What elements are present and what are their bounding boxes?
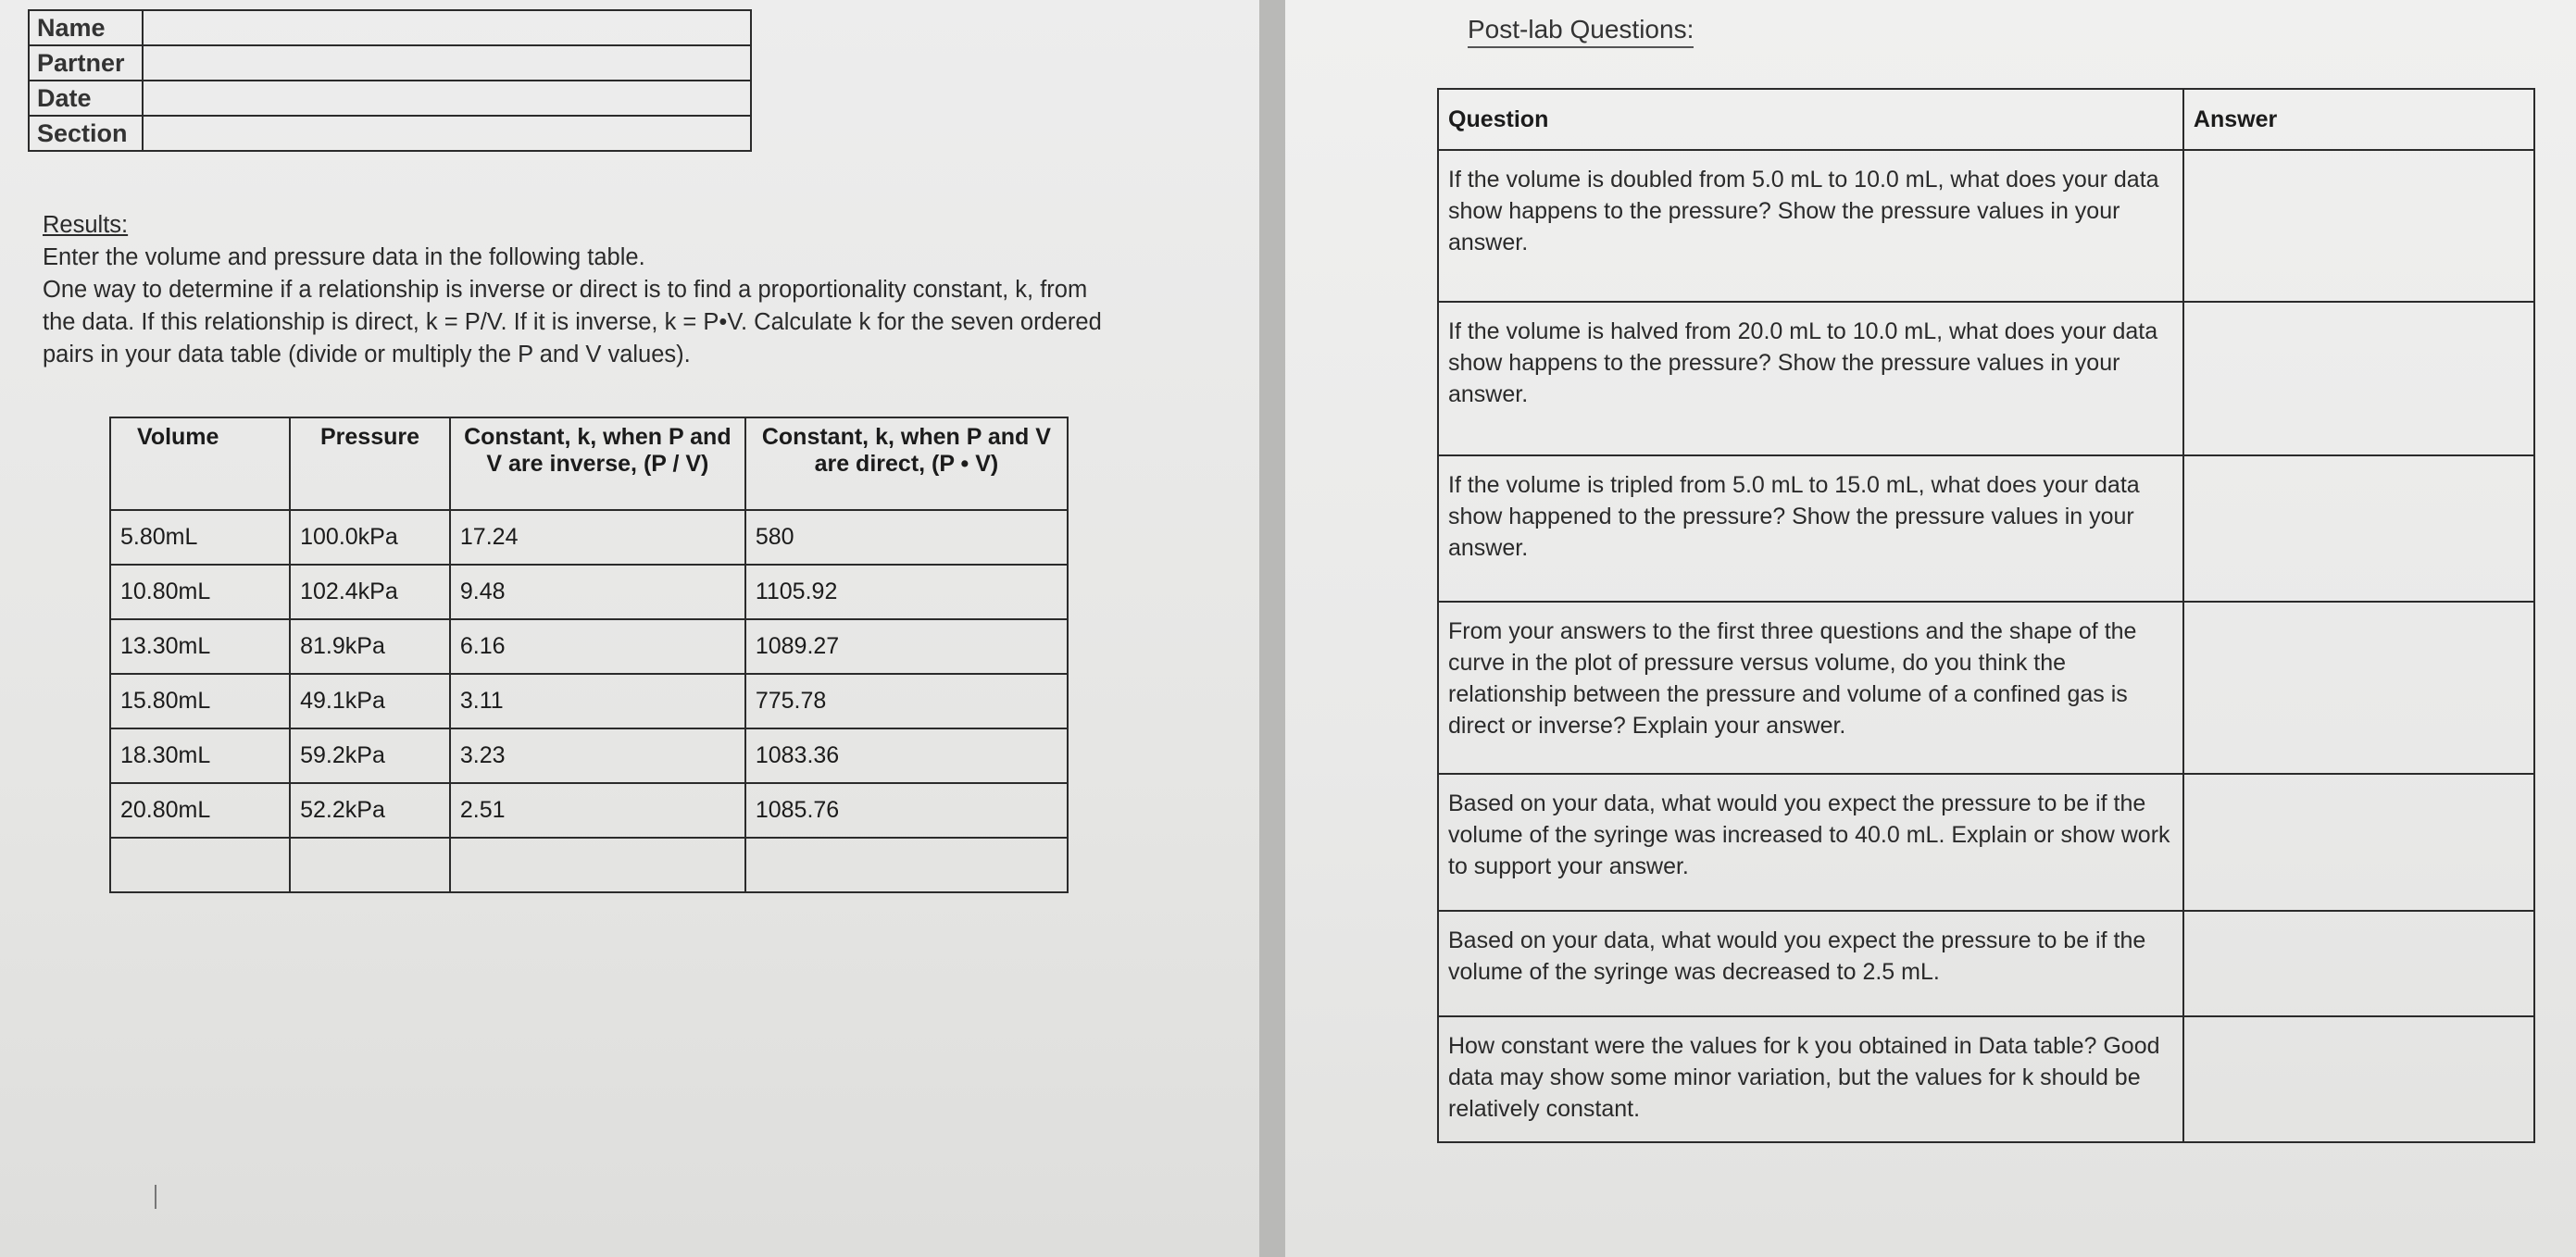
name-label: Name bbox=[29, 10, 143, 45]
volume-cell[interactable]: 20.80mL bbox=[110, 783, 290, 838]
direct-k-cell[interactable]: 1085.76 bbox=[745, 783, 1068, 838]
inverse-k-cell[interactable]: 2.51 bbox=[450, 783, 745, 838]
pressure-cell[interactable]: 100.0kPa bbox=[290, 510, 450, 565]
table-row bbox=[110, 565, 1068, 619]
section-field[interactable] bbox=[143, 116, 751, 151]
answer-cell[interactable] bbox=[2183, 150, 2534, 302]
pressure-cell[interactable]: 59.2kPa bbox=[290, 728, 450, 783]
inverse-k-cell[interactable]: 3.23 bbox=[450, 728, 745, 783]
pressure-cell[interactable]: 49.1kPa bbox=[290, 674, 450, 728]
results-section bbox=[43, 209, 1117, 371]
question-row bbox=[1438, 774, 2534, 911]
table-row bbox=[110, 674, 1068, 728]
data-table bbox=[109, 417, 1069, 893]
question-row bbox=[1438, 602, 2534, 774]
volume-header: Volume bbox=[110, 417, 290, 510]
section-label: Section bbox=[29, 116, 143, 151]
question-header: Question bbox=[1438, 89, 2183, 150]
volume-cell[interactable]: 13.30mL bbox=[110, 619, 290, 674]
inverse-k-cell[interactable]: 9.48 bbox=[450, 565, 745, 619]
date-label: Date bbox=[29, 81, 143, 116]
info-row-section bbox=[29, 116, 751, 151]
inverse-k-cell[interactable] bbox=[450, 838, 745, 892]
answer-cell[interactable] bbox=[2183, 1016, 2534, 1142]
question-text: If the volume is tripled from 5.0 mL to 15.0 mL, what does your data show happened to the pressure? Show the pressure values in your answer. bbox=[1438, 455, 2183, 602]
pressure-cell[interactable]: 52.2kPa bbox=[290, 783, 450, 838]
volume-cell[interactable]: 5.80mL bbox=[110, 510, 290, 565]
name-field[interactable] bbox=[143, 10, 751, 45]
postlab-header-row bbox=[1438, 89, 2534, 150]
direct-k-cell[interactable] bbox=[745, 838, 1068, 892]
direct-k-cell[interactable]: 580 bbox=[745, 510, 1068, 565]
partner-label: Partner bbox=[29, 45, 143, 81]
question-text: How constant were the values for k you obtained in Data table? Good data may show some minor variation, but the values for k should be relatively constant. bbox=[1438, 1016, 2183, 1142]
table-row bbox=[110, 619, 1068, 674]
info-row-date bbox=[29, 81, 751, 116]
inverse-constant-header: Constant, k, when P and V are inverse, (P / V) bbox=[450, 417, 745, 510]
postlab-questions-table bbox=[1437, 88, 2535, 1143]
answer-cell[interactable] bbox=[2183, 602, 2534, 774]
question-text: From your answers to the first three questions and the shape of the curve in the plot of pressure versus volume, do you think the relationship between the pressure and volume of a confined gas is direct or inverse? Explain your answer. bbox=[1438, 602, 2183, 774]
direct-k-cell[interactable]: 775.78 bbox=[745, 674, 1068, 728]
info-row-name bbox=[29, 10, 751, 45]
date-field[interactable] bbox=[143, 81, 751, 116]
question-text: Based on your data, what would you expect the pressure to be if the volume of the syringe was increased to 40.0 mL. Explain or show work to support your answer. bbox=[1438, 774, 2183, 911]
question-row bbox=[1438, 455, 2534, 602]
pressure-header: Pressure bbox=[290, 417, 450, 510]
direct-constant-header: Constant, k, when P and V are direct, (P • V) bbox=[745, 417, 1068, 510]
answer-cell[interactable] bbox=[2183, 455, 2534, 602]
data-table-header-row bbox=[110, 417, 1068, 510]
direct-k-cell[interactable]: 1105.92 bbox=[745, 565, 1068, 619]
question-row bbox=[1438, 302, 2534, 455]
table-row bbox=[110, 783, 1068, 838]
inverse-k-cell[interactable]: 6.16 bbox=[450, 619, 745, 674]
question-row bbox=[1438, 1016, 2534, 1142]
volume-cell[interactable]: 18.30mL bbox=[110, 728, 290, 783]
results-instruction-2: One way to determine if a relationship is inverse or direct is to find a proportionality constant, k, from the data. If this relationship is direct, k = P/V. If it is inverse, k = P•V. Calculate k for the seven ordered pairs in your data table (divide or multiply the P and V values). bbox=[43, 277, 1102, 367]
volume-cell[interactable]: 10.80mL bbox=[110, 565, 290, 619]
question-text: If the volume is halved from 20.0 mL to 10.0 mL, what does your data show happens to the pressure? Show the pressure values in your answer. bbox=[1438, 302, 2183, 455]
table-row bbox=[110, 510, 1068, 565]
answer-header: Answer bbox=[2183, 89, 2534, 150]
results-title: Results: bbox=[43, 212, 129, 238]
answer-cell[interactable] bbox=[2183, 911, 2534, 1016]
question-row bbox=[1438, 911, 2534, 1016]
postlab-title: Post-lab Questions: bbox=[1468, 15, 1694, 48]
answer-cell[interactable] bbox=[2183, 774, 2534, 911]
pressure-cell[interactable]: 102.4kPa bbox=[290, 565, 450, 619]
inverse-k-cell[interactable]: 17.24 bbox=[450, 510, 745, 565]
direct-k-cell[interactable]: 1089.27 bbox=[745, 619, 1068, 674]
results-instruction-1: Enter the volume and pressure data in the following table. bbox=[43, 244, 645, 270]
question-text: Based on your data, what would you expect the pressure to be if the volume of the syringe was decreased to 2.5 mL. bbox=[1438, 911, 2183, 1016]
left-worksheet-page bbox=[0, 0, 1259, 1257]
partner-field[interactable] bbox=[143, 45, 751, 81]
table-row bbox=[110, 728, 1068, 783]
volume-cell[interactable] bbox=[110, 838, 290, 892]
question-row bbox=[1438, 150, 2534, 302]
inverse-k-cell[interactable]: 3.11 bbox=[450, 674, 745, 728]
question-text: If the volume is doubled from 5.0 mL to 10.0 mL, what does your data show happens to the pressure? Show the pressure values in your answer. bbox=[1438, 150, 2183, 302]
volume-cell[interactable]: 15.80mL bbox=[110, 674, 290, 728]
pressure-cell[interactable]: 81.9kPa bbox=[290, 619, 450, 674]
pressure-cell[interactable] bbox=[290, 838, 450, 892]
direct-k-cell[interactable]: 1083.36 bbox=[745, 728, 1068, 783]
student-info-table bbox=[28, 9, 752, 152]
pen-mark bbox=[155, 1185, 156, 1209]
page-gutter bbox=[1259, 0, 1285, 1257]
answer-cell[interactable] bbox=[2183, 302, 2534, 455]
table-row bbox=[110, 838, 1068, 892]
info-row-partner bbox=[29, 45, 751, 81]
